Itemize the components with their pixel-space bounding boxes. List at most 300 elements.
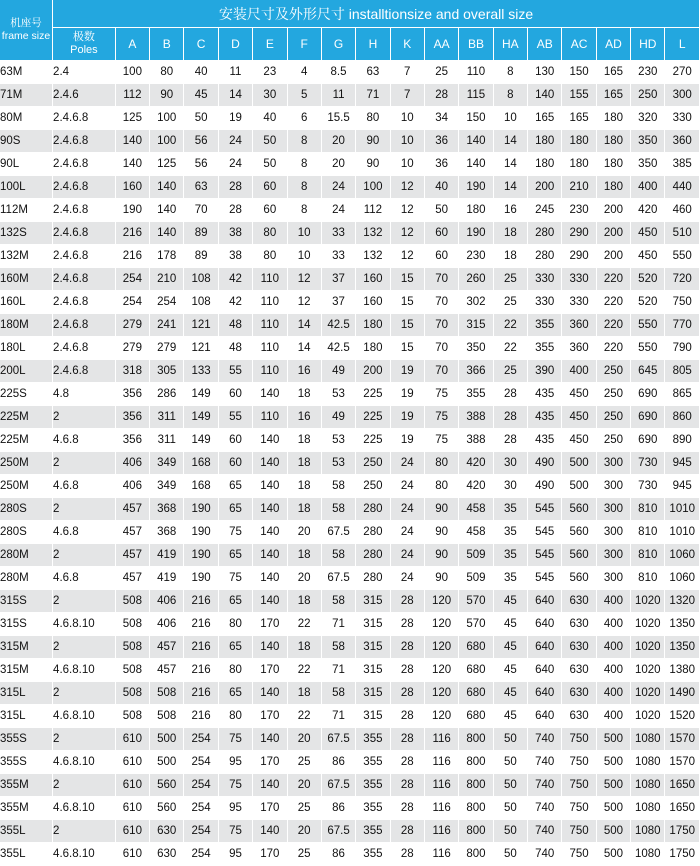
dimension-cell-a: 457: [115, 567, 149, 590]
dimension-cell-aa: 34: [424, 107, 458, 130]
dimension-cell-hd: 1020: [631, 682, 665, 705]
table-row: [0, 452, 700, 475]
table-row: [0, 383, 700, 406]
dimension-cell-k: 28: [390, 682, 424, 705]
dimension-cell-b: 630: [150, 820, 184, 843]
dimension-cell-k: 15: [390, 337, 424, 360]
dimension-cell-ac: 630: [562, 659, 596, 682]
dimension-cell-bb: 800: [459, 751, 493, 774]
column-header-f: F: [287, 28, 321, 61]
dimension-cell-h: 315: [356, 682, 390, 705]
dimension-cell-ha: 50: [493, 843, 527, 866]
dimension-cell-g: 15.5: [321, 107, 355, 130]
dimension-cell-ad: 300: [596, 452, 630, 475]
dimension-cell-k: 28: [390, 774, 424, 797]
dimension-cell-b: 279: [150, 337, 184, 360]
dimension-cell-l: 1570: [665, 728, 700, 751]
dimension-cell-e: 110: [253, 291, 287, 314]
dimension-cell-a: 610: [115, 751, 149, 774]
dimension-cell-d: 95: [218, 797, 252, 820]
dimension-cell-d: 95: [218, 751, 252, 774]
dimension-cell-ha: 25: [493, 268, 527, 291]
dimension-cell-k: 24: [390, 544, 424, 567]
dimension-cell-ac: 290: [562, 245, 596, 268]
dimension-cell-d: 24: [218, 130, 252, 153]
dimension-cell-c: 168: [184, 452, 218, 475]
dimension-cell-b: 305: [150, 360, 184, 383]
dimension-cell-ac: 155: [562, 84, 596, 107]
dimension-cell-ha: 30: [493, 452, 527, 475]
dimension-cell-ab: 640: [528, 590, 562, 613]
dimension-cell-l: 945: [665, 475, 700, 498]
dimension-cell-d: 75: [218, 774, 252, 797]
dimension-cell-a: 508: [115, 682, 149, 705]
frame-size-cell: 355M: [0, 774, 53, 797]
dimension-cell-hd: 320: [631, 107, 665, 130]
dimension-cell-f: 12: [287, 268, 321, 291]
dimension-cell-aa: 75: [424, 406, 458, 429]
column-header-aa: AA: [424, 28, 458, 61]
table-body: [0, 61, 700, 866]
dimension-cell-hd: 1080: [631, 820, 665, 843]
dimension-cell-aa: 116: [424, 843, 458, 866]
poles-cell: 2.4.6.8: [53, 245, 116, 268]
dimension-cell-l: 550: [665, 245, 700, 268]
dimension-cell-ac: 360: [562, 337, 596, 360]
dimension-cell-a: 610: [115, 774, 149, 797]
frame-size-cell: 355L: [0, 820, 53, 843]
dimension-cell-k: 15: [390, 268, 424, 291]
dimension-cell-hd: 1020: [631, 705, 665, 728]
dimension-cell-d: 11: [218, 61, 252, 84]
dimension-cell-aa: 40: [424, 176, 458, 199]
table-row: [0, 475, 700, 498]
dimension-cell-ad: 300: [596, 475, 630, 498]
dimension-cell-bb: 800: [459, 728, 493, 751]
dimension-cell-l: 890: [665, 429, 700, 452]
poles-cell: 2.4.6.8: [53, 222, 116, 245]
poles-cell: 2: [53, 498, 116, 521]
dimension-cell-ad: 180: [596, 107, 630, 130]
poles-cell: 2: [53, 452, 116, 475]
dimension-cell-bb: 388: [459, 429, 493, 452]
dimension-cell-ac: 750: [562, 751, 596, 774]
dimension-cell-d: 80: [218, 659, 252, 682]
dimension-cell-h: 315: [356, 590, 390, 613]
dimension-cell-g: 42.5: [321, 314, 355, 337]
dimension-cell-k: 7: [390, 84, 424, 107]
poles-cell: 4.6.8.10: [53, 705, 116, 728]
dimension-cell-ab: 355: [528, 314, 562, 337]
dimension-cell-e: 50: [253, 153, 287, 176]
dimension-cell-ad: 400: [596, 682, 630, 705]
dimension-cell-a: 140: [115, 130, 149, 153]
poles-cell: 4.6.8.10: [53, 843, 116, 866]
dimension-cell-ab: 545: [528, 567, 562, 590]
dimension-cell-b: 210: [150, 268, 184, 291]
dimension-cell-ha: 18: [493, 222, 527, 245]
dimension-cell-ab: 140: [528, 84, 562, 107]
dimension-cell-ha: 28: [493, 429, 527, 452]
dimension-cell-ad: 250: [596, 429, 630, 452]
dimension-cell-k: 12: [390, 222, 424, 245]
dimension-cell-ha: 28: [493, 406, 527, 429]
dimension-cell-ha: 45: [493, 636, 527, 659]
dimension-cell-a: 160: [115, 176, 149, 199]
table-row: [0, 107, 700, 130]
dimension-cell-ha: 30: [493, 475, 527, 498]
poles-cell: 4.8: [53, 383, 116, 406]
dimension-cell-b: 508: [150, 682, 184, 705]
dimension-cell-ad: 220: [596, 337, 630, 360]
dimension-cell-a: 508: [115, 590, 149, 613]
dimension-cell-l: 1010: [665, 498, 700, 521]
dimension-cell-k: 24: [390, 521, 424, 544]
dimension-cell-ab: 740: [528, 797, 562, 820]
dimension-cell-c: 216: [184, 613, 218, 636]
table-row: [0, 659, 700, 682]
dimension-cell-d: 65: [218, 590, 252, 613]
dimension-cell-e: 170: [253, 843, 287, 866]
dimension-cell-hd: 350: [631, 153, 665, 176]
dimension-cell-bb: 458: [459, 498, 493, 521]
dimension-cell-c: 149: [184, 429, 218, 452]
dimension-cell-g: 86: [321, 843, 355, 866]
dimension-cell-k: 28: [390, 659, 424, 682]
dimension-cell-b: 349: [150, 452, 184, 475]
dimension-cell-ad: 300: [596, 544, 630, 567]
dimension-cell-ha: 45: [493, 682, 527, 705]
dimension-cell-ac: 230: [562, 199, 596, 222]
dimension-cell-l: 860: [665, 406, 700, 429]
column-header-e: E: [253, 28, 287, 61]
dimension-cell-f: 18: [287, 452, 321, 475]
dimension-cell-h: 225: [356, 429, 390, 452]
dimension-cell-ac: 330: [562, 268, 596, 291]
column-header-l: L: [665, 28, 700, 61]
frame-size-cell: 71M: [0, 84, 53, 107]
dimension-cell-aa: 116: [424, 797, 458, 820]
dimension-cell-d: 28: [218, 176, 252, 199]
dimension-cell-f: 25: [287, 843, 321, 866]
dimension-cell-hd: 810: [631, 567, 665, 590]
dimension-cell-h: 225: [356, 383, 390, 406]
dimension-cell-ad: 500: [596, 820, 630, 843]
poles-cell: 2: [53, 774, 116, 797]
dimension-cell-e: 110: [253, 337, 287, 360]
dimension-cell-aa: 75: [424, 429, 458, 452]
dimension-cell-e: 140: [253, 452, 287, 475]
dimension-cell-l: 1350: [665, 613, 700, 636]
dimension-cell-g: 24: [321, 199, 355, 222]
dimension-cell-l: 720: [665, 268, 700, 291]
dimension-cell-ac: 180: [562, 153, 596, 176]
dimension-cell-a: 279: [115, 314, 149, 337]
dimension-cell-h: 315: [356, 613, 390, 636]
dimension-cell-c: 149: [184, 383, 218, 406]
dimension-cell-ac: 500: [562, 475, 596, 498]
dimension-cell-h: 355: [356, 728, 390, 751]
dimension-cell-ad: 400: [596, 613, 630, 636]
dimension-cell-ha: 50: [493, 820, 527, 843]
dimension-cell-b: 140: [150, 199, 184, 222]
dimension-cell-b: 125: [150, 153, 184, 176]
dimension-cell-ac: 400: [562, 360, 596, 383]
dimension-cell-e: 140: [253, 820, 287, 843]
poles-cell: 4.6.8.10: [53, 751, 116, 774]
dimension-cell-bb: 302: [459, 291, 493, 314]
dimension-cell-a: 100: [115, 61, 149, 84]
poles-cell: 2.4.6.8: [53, 130, 116, 153]
dimension-cell-g: 49: [321, 360, 355, 383]
dimension-cell-l: 300: [665, 84, 700, 107]
dimension-cell-bb: 350: [459, 337, 493, 360]
dimension-cell-d: 65: [218, 636, 252, 659]
dimension-cell-h: 315: [356, 636, 390, 659]
column-header-d: D: [218, 28, 252, 61]
dimension-cell-b: 80: [150, 61, 184, 84]
dimension-cell-h: 180: [356, 314, 390, 337]
dimension-cell-aa: 120: [424, 590, 458, 613]
dimension-cell-ad: 180: [596, 153, 630, 176]
dimension-cell-ab: 740: [528, 774, 562, 797]
dimension-cell-k: 24: [390, 452, 424, 475]
dimension-cell-ha: 45: [493, 705, 527, 728]
dimension-cell-c: 216: [184, 659, 218, 682]
dimension-cell-ha: 50: [493, 751, 527, 774]
dimension-cell-k: 12: [390, 245, 424, 268]
dimension-cell-g: 8.5: [321, 61, 355, 84]
dimension-cell-l: 750: [665, 291, 700, 314]
dimension-cell-f: 20: [287, 820, 321, 843]
dimension-cell-bb: 355: [459, 383, 493, 406]
dimension-cell-aa: 25: [424, 61, 458, 84]
dimension-cell-g: 67.5: [321, 774, 355, 797]
dimension-cell-d: 65: [218, 498, 252, 521]
dimension-cell-hd: 250: [631, 84, 665, 107]
dimension-cell-ad: 200: [596, 245, 630, 268]
dimension-cell-a: 140: [115, 153, 149, 176]
dimension-cell-a: 190: [115, 199, 149, 222]
dimension-cell-a: 318: [115, 360, 149, 383]
dimension-cell-a: 457: [115, 544, 149, 567]
dimension-cell-d: 24: [218, 153, 252, 176]
frame-size-cell: 250M: [0, 475, 53, 498]
dimension-cell-b: 286: [150, 383, 184, 406]
dimension-cell-f: 8: [287, 176, 321, 199]
dimension-cell-bb: 680: [459, 659, 493, 682]
dimension-cell-ha: 18: [493, 245, 527, 268]
dimension-cell-l: 1650: [665, 774, 700, 797]
dimension-cell-e: 140: [253, 383, 287, 406]
dimension-cell-g: 71: [321, 613, 355, 636]
dimension-cell-a: 457: [115, 498, 149, 521]
dimension-cell-b: 560: [150, 797, 184, 820]
dimension-cell-h: 225: [356, 406, 390, 429]
dimension-cell-l: 865: [665, 383, 700, 406]
dimension-cell-f: 18: [287, 429, 321, 452]
dimension-cell-l: 790: [665, 337, 700, 360]
dimension-cell-e: 140: [253, 682, 287, 705]
dimension-cell-b: 419: [150, 567, 184, 590]
dimension-cell-a: 356: [115, 406, 149, 429]
dimension-cell-f: 10: [287, 245, 321, 268]
dimension-cell-hd: 450: [631, 222, 665, 245]
frame-size-cell: 280M: [0, 544, 53, 567]
dimension-cell-c: 216: [184, 682, 218, 705]
dimension-cell-g: 11: [321, 84, 355, 107]
frame-size-cell: 160L: [0, 291, 53, 314]
dimension-cell-bb: 190: [459, 222, 493, 245]
dimension-cell-ac: 450: [562, 383, 596, 406]
dimension-cell-aa: 90: [424, 544, 458, 567]
dimension-cell-bb: 800: [459, 820, 493, 843]
dimension-cell-l: 440: [665, 176, 700, 199]
dimension-cell-ab: 545: [528, 521, 562, 544]
dimension-cell-ha: 50: [493, 728, 527, 751]
dimension-cell-g: 24: [321, 176, 355, 199]
column-header-bb: BB: [459, 28, 493, 61]
dimension-cell-k: 28: [390, 590, 424, 613]
column-header-ad: AD: [596, 28, 630, 61]
dimension-cell-ac: 630: [562, 682, 596, 705]
dimension-cell-f: 18: [287, 544, 321, 567]
dimension-cell-ad: 200: [596, 222, 630, 245]
table-row: [0, 406, 700, 429]
dimension-cell-ab: 640: [528, 705, 562, 728]
dimension-cell-ad: 200: [596, 199, 630, 222]
dimension-cell-h: 90: [356, 153, 390, 176]
dimension-cell-e: 170: [253, 613, 287, 636]
dimension-cell-bb: 140: [459, 130, 493, 153]
frame-size-cell: 160M: [0, 268, 53, 291]
poles-cell: 2.4.6.8: [53, 360, 116, 383]
column-header-a: A: [115, 28, 149, 61]
dimension-cell-hd: 520: [631, 291, 665, 314]
dimension-cell-a: 508: [115, 613, 149, 636]
dimension-cell-e: 110: [253, 360, 287, 383]
dimension-cell-e: 170: [253, 751, 287, 774]
dimension-cell-l: 1380: [665, 659, 700, 682]
dimension-cell-ha: 35: [493, 498, 527, 521]
dimension-cell-c: 254: [184, 728, 218, 751]
dimension-cell-b: 100: [150, 107, 184, 130]
poles-cell: 2: [53, 590, 116, 613]
poles-cell: 2.4.6.8: [53, 176, 116, 199]
poles-header-cn: 极数: [72, 31, 95, 43]
dimension-cell-bb: 150: [459, 107, 493, 130]
dimension-cell-bb: 388: [459, 406, 493, 429]
dimension-cell-e: 170: [253, 705, 287, 728]
dimension-cell-ac: 750: [562, 843, 596, 866]
dimension-cell-hd: 1080: [631, 728, 665, 751]
dimension-cell-ad: 300: [596, 567, 630, 590]
dimension-cell-bb: 509: [459, 544, 493, 567]
dimension-cell-ad: 250: [596, 406, 630, 429]
frame-size-header-en: frame size: [1, 30, 51, 42]
dimension-cell-h: 200: [356, 360, 390, 383]
dimension-cell-e: 140: [253, 498, 287, 521]
frame-size-cell: 315L: [0, 682, 53, 705]
frame-size-cell: 355S: [0, 751, 53, 774]
dimension-cell-h: 160: [356, 268, 390, 291]
dimension-cell-aa: 120: [424, 613, 458, 636]
dimension-cell-ab: 165: [528, 107, 562, 130]
dimension-cell-c: 190: [184, 498, 218, 521]
dimension-cell-hd: 400: [631, 176, 665, 199]
dimension-cell-d: 48: [218, 337, 252, 360]
dimension-cell-b: 241: [150, 314, 184, 337]
dimension-cell-c: 45: [184, 84, 218, 107]
dimension-cell-c: 70: [184, 199, 218, 222]
dimension-cell-d: 55: [218, 360, 252, 383]
frame-size-cell: 90S: [0, 130, 53, 153]
dimension-cell-a: 356: [115, 383, 149, 406]
dimension-cell-c: 216: [184, 705, 218, 728]
poles-cell: 2: [53, 820, 116, 843]
dimension-cell-g: 49: [321, 406, 355, 429]
dimension-cell-ab: 200: [528, 176, 562, 199]
dimension-cell-bb: 509: [459, 567, 493, 590]
dimension-cell-aa: 60: [424, 245, 458, 268]
dimension-cell-bb: 420: [459, 452, 493, 475]
dimension-cell-c: 89: [184, 245, 218, 268]
dimension-cell-bb: 800: [459, 797, 493, 820]
dimension-cell-f: 18: [287, 475, 321, 498]
dimension-cell-b: 406: [150, 590, 184, 613]
dimension-cell-c: 254: [184, 797, 218, 820]
dimension-cell-ab: 180: [528, 153, 562, 176]
dimension-cell-ad: 250: [596, 360, 630, 383]
frame-size-cell: 280S: [0, 498, 53, 521]
dimension-cell-hd: 550: [631, 314, 665, 337]
dimension-cell-ha: 22: [493, 337, 527, 360]
dimension-cell-hd: 645: [631, 360, 665, 383]
frame-size-header: [0, 0, 53, 61]
dimension-cell-d: 95: [218, 843, 252, 866]
dimension-cell-ab: 545: [528, 498, 562, 521]
dimension-cell-ad: 400: [596, 590, 630, 613]
dimension-cell-hd: 730: [631, 475, 665, 498]
dimension-cell-c: 108: [184, 268, 218, 291]
dimension-cell-ab: 545: [528, 544, 562, 567]
dimension-cell-ad: 500: [596, 797, 630, 820]
dimension-cell-aa: 80: [424, 475, 458, 498]
frame-size-cell: 225M: [0, 406, 53, 429]
frame-size-cell: 132S: [0, 222, 53, 245]
table-row: [0, 751, 700, 774]
dimension-cell-bb: 366: [459, 360, 493, 383]
dimension-cell-b: 140: [150, 176, 184, 199]
dimension-cell-b: 419: [150, 544, 184, 567]
dimension-cell-k: 7: [390, 61, 424, 84]
dimension-cell-e: 140: [253, 567, 287, 590]
table-row: [0, 636, 700, 659]
dimension-cell-e: 170: [253, 659, 287, 682]
dimension-cell-e: 140: [253, 728, 287, 751]
dimension-cell-a: 356: [115, 429, 149, 452]
dimension-cell-d: 14: [218, 84, 252, 107]
dimension-cell-e: 140: [253, 544, 287, 567]
dimension-cell-f: 22: [287, 705, 321, 728]
dimension-cell-ac: 750: [562, 728, 596, 751]
dimension-cell-bb: 570: [459, 613, 493, 636]
dimension-cell-f: 16: [287, 406, 321, 429]
dimension-cell-ab: 490: [528, 475, 562, 498]
dimension-cell-hd: 350: [631, 130, 665, 153]
dimension-cell-aa: 116: [424, 774, 458, 797]
dimension-cell-e: 110: [253, 406, 287, 429]
